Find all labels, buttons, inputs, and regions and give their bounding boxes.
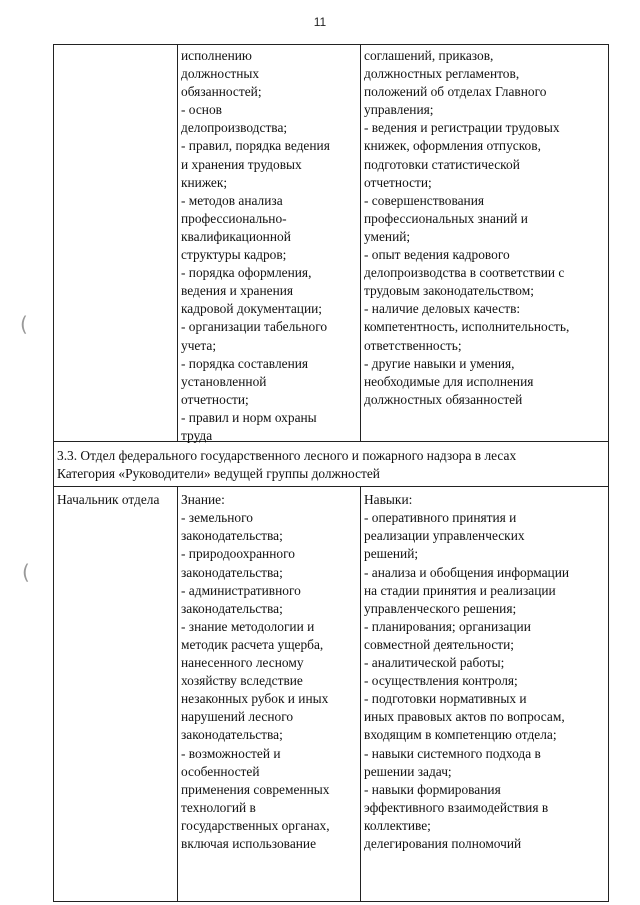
section-category: Категория «Руководители» ведущей группы должностей — [57, 466, 380, 482]
cell-text-line: учета; — [181, 337, 217, 353]
cell-text-line: управления; — [364, 102, 434, 118]
cell-text-line: - наличие деловых качеств: — [364, 301, 521, 317]
cell-text-line: профессионально- — [181, 210, 287, 226]
cell-text-line: положений об отделах Главного — [364, 84, 547, 100]
cell-text-line: - опыт ведения кадрового — [364, 247, 510, 263]
cell-text-line: книжек; — [181, 174, 228, 190]
cell-text-line: нарушений лесного — [181, 709, 294, 725]
cell-text-line: применения современных — [181, 781, 330, 797]
cell-text-line: умений; — [364, 228, 411, 244]
cell-text-line: коллективе; — [364, 817, 431, 833]
cell-text-line: - природоохранного — [181, 546, 295, 562]
cell-text-line: законодательства; — [181, 528, 283, 544]
knowledge-cell — [177, 45, 360, 441]
cell-text-line: - знание методологии и — [181, 618, 315, 634]
cell-text-line: незаконных рубок и иных — [181, 691, 329, 707]
cell-text-line: и хранения трудовых — [181, 156, 302, 172]
table-section-header-row — [54, 441, 608, 486]
cell-text-line: необходимые для исполнения — [364, 373, 534, 389]
cell-text-line: - анализа и обобщения информации — [364, 564, 570, 580]
cell-text-line: - осуществления контроля; — [364, 673, 518, 689]
cell-text-line: иных правовых актов по вопросам, — [364, 709, 565, 725]
table-row — [54, 486, 608, 901]
cell-text-line: - порядка составления — [181, 355, 309, 371]
cell-text-line: Навыки: — [364, 492, 413, 508]
cell-text-line: - возможностей и — [181, 745, 281, 761]
cell-text-line: - другие навыки и умения, — [364, 355, 515, 371]
skills-cell — [360, 45, 608, 441]
cell-text-line: подготовки статистической — [364, 156, 520, 172]
cell-text-line: - правил, порядка ведения — [181, 138, 330, 154]
cell-text-line: хозяйству вследствие — [181, 673, 303, 689]
section-title: 3.3. Отдел федерального государственного лесного и пожарного надзора в лесах — [57, 448, 517, 463]
cell-text-line: делегирования полномочий — [364, 835, 522, 851]
cell-text-line: обязанностей; — [181, 84, 262, 100]
position-cell — [54, 45, 177, 441]
cell-text-line: должностных обязанностей — [364, 391, 523, 407]
cell-text-line: трудовым законодательством; — [364, 283, 534, 299]
cell-text-line: труда — [181, 427, 213, 443]
cell-text-line: делопроизводства; — [181, 120, 288, 136]
cell-text-line: совместной деятельности; — [364, 636, 515, 652]
cell-text-line: - порядка оформления, — [181, 265, 312, 281]
cell-text-line: - навыки системного подхода в — [364, 745, 541, 761]
cell-text-line: - планирования; организации — [364, 618, 531, 634]
cell-text-line: реализации управленческих — [364, 528, 525, 544]
cell-text-line: технологий в — [181, 799, 256, 815]
cell-text-line: решении задач; — [364, 763, 452, 779]
cell-text-line: должностных регламентов, — [364, 66, 520, 82]
cell-text-line: законодательства; — [181, 727, 283, 743]
cell-text-line: отчетности; — [364, 174, 432, 190]
cell-text-line: кадровой документации; — [181, 301, 322, 317]
cell-text-line: - организации табельного — [181, 319, 328, 335]
page-number: 11 — [313, 15, 327, 29]
position-cell — [54, 487, 177, 901]
cell-text-line: компетентность, исполнительность, — [364, 319, 570, 335]
cell-text-line: методик расчета ущерба, — [181, 636, 324, 652]
cell-text-line: - методов анализа — [181, 192, 283, 208]
cell-text-line: книжек, оформления отпусков, — [364, 138, 541, 154]
cell-text-line: ответственность; — [364, 337, 462, 353]
cell-text-line: - подготовки нормативных и — [364, 691, 527, 707]
table-row — [54, 45, 608, 441]
cell-text-line: делопроизводства в соответствии с — [364, 265, 565, 281]
cell-text-line: - оперативного принятия и — [364, 510, 517, 526]
section-header-cell — [54, 442, 608, 486]
cell-text-line: соглашений, приказов, — [364, 48, 494, 63]
cell-text-line: должностных — [181, 66, 260, 82]
cell-text-line: законодательства; — [181, 600, 283, 616]
cell-text-line: включая использование — [181, 835, 317, 851]
cell-text-line: управленческого решения; — [364, 600, 517, 616]
cell-text-line: на стадии принятия и реализации — [364, 582, 556, 598]
cell-text-line: Знание: — [181, 492, 225, 508]
position-title: Начальник отдела — [57, 492, 160, 508]
cell-text-line: - аналитической работы; — [364, 655, 505, 671]
cell-text-line: нанесенного лесному — [181, 655, 304, 671]
margin-bracket-mark: ( — [22, 560, 30, 584]
cell-text-line: исполнению — [181, 48, 252, 63]
cell-text-line: решений; — [364, 546, 419, 562]
cell-text-line: - ведения и регистрации трудовых — [364, 120, 560, 136]
cell-text-line: установленной — [181, 373, 267, 389]
cell-text-line: ведения и хранения — [181, 283, 294, 299]
cell-text-line: - навыки формирования — [364, 781, 501, 797]
cell-text-line: эффективного взаимодействия в — [364, 799, 549, 815]
cell-text-line: - правил и норм охраны — [181, 409, 317, 425]
cell-text-line: - административного — [181, 582, 301, 598]
cell-text-line: структуры кадров; — [181, 247, 287, 263]
cell-text-line: - земельного — [181, 510, 253, 526]
skills-cell — [360, 487, 608, 901]
knowledge-cell — [177, 487, 360, 901]
cell-text-line: отчетности; — [181, 391, 249, 407]
requirements-table — [53, 44, 609, 902]
cell-text-line: профессиональных знаний и — [364, 210, 528, 226]
cell-text-line: - совершенствования — [364, 192, 485, 208]
cell-text-line: входящим в компетенцию отдела; — [364, 727, 557, 743]
cell-text-line: государственных органах, — [181, 817, 330, 833]
cell-text-line: - основ — [181, 102, 222, 118]
cell-text-line: законодательства; — [181, 564, 283, 580]
cell-text-line: особенностей — [181, 763, 260, 779]
cell-text-line: квалификационной — [181, 228, 291, 244]
margin-bracket-mark: ( — [20, 312, 28, 336]
